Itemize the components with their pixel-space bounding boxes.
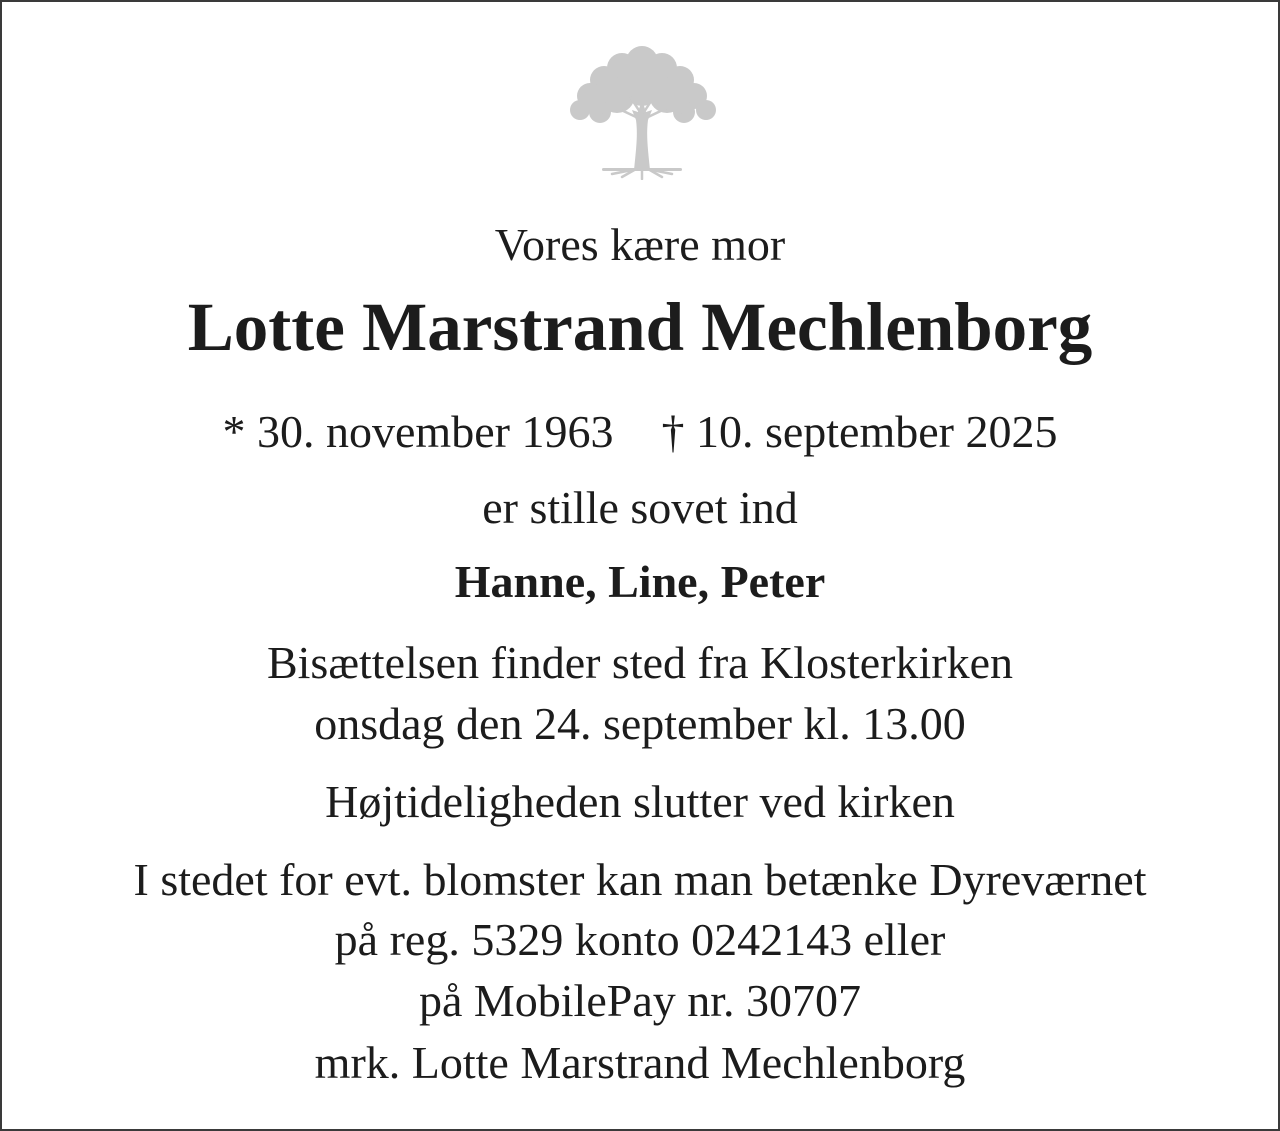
service-time: onsdag den 24. september kl. 13.00 [314,698,966,749]
born-symbol: * [222,406,246,457]
family-names: Hanne, Line, Peter [454,556,826,607]
intro-text: Vores kære mor [494,219,786,270]
died-symbol: † [661,406,685,457]
service-location: Bisættelsen finder sted fra Klosterkirken [266,637,1014,688]
deceased-name: Lotte Marstrand Mechlenborg [187,289,1093,365]
donation-line: I stedet for evt. blomster kan man betænke Dyreværnet [133,854,1147,905]
ceremony-note: Højtideligheden slutter ved kirken [325,776,955,827]
donation-mobilepay: på MobilePay nr. 30707 [418,975,862,1026]
donation-account: på reg. 5329 konto 0242143 eller [334,914,946,965]
life-dates [2,406,1278,457]
donation-reference: mrk. Lotte Marstrand Mechlenborg [314,1037,966,1088]
born-date: 30. november 1963 [257,406,614,457]
tree-icon [562,40,722,180]
passing-phrase: er stille sovet ind [482,482,798,533]
died-date: 10. september 2025 [695,406,1058,457]
